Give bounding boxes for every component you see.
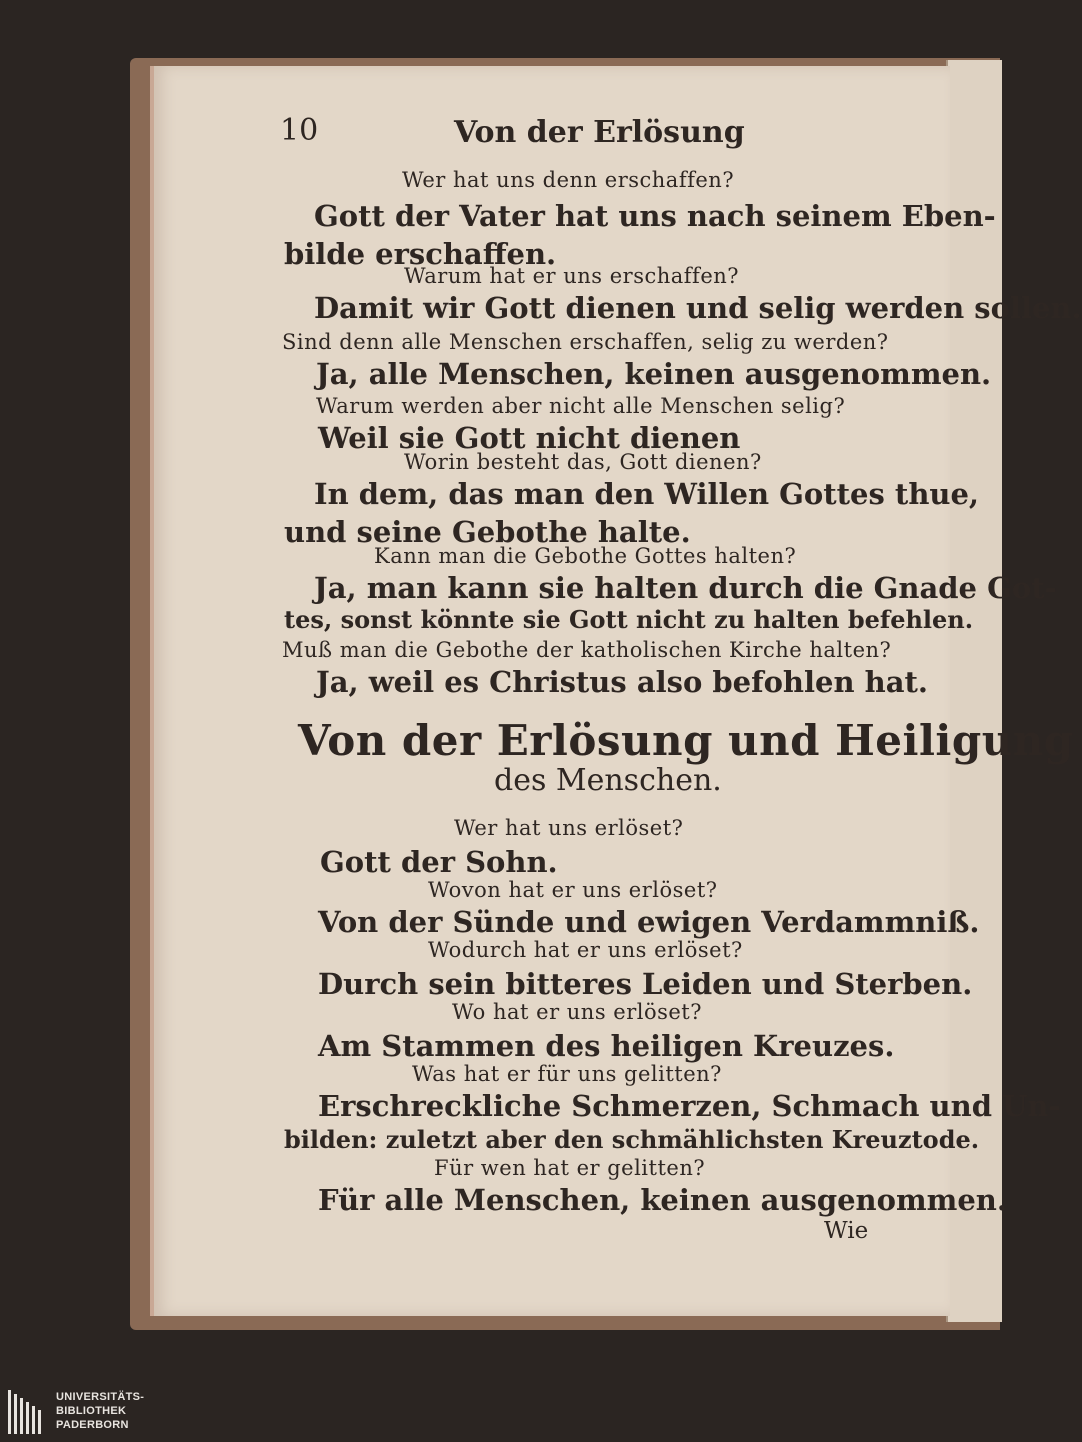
question-line: Wodurch hat er uns erlöset? xyxy=(428,938,743,962)
page-text xyxy=(154,66,1082,1316)
question-line: Wer hat uns denn erschaffen? xyxy=(402,168,735,192)
answer-line: bilde erschaffen. xyxy=(284,237,557,271)
question-line: Sind denn alle Menschen erschaffen, selig zu werden? xyxy=(282,330,889,354)
library-name-line3: PADERBORN xyxy=(56,1419,129,1431)
question-line: Warum werden aber nicht alle Menschen selig? xyxy=(316,394,846,418)
question-line: Worin besteht das, Gott dienen? xyxy=(404,450,762,474)
question-line: Warum hat er uns erschaffen? xyxy=(404,264,740,288)
library-name-line2: BIBLIOTHEK xyxy=(56,1405,127,1417)
library-name-line1: UNIVERSITÄTS- xyxy=(56,1391,145,1403)
answer-line: Am Stammen des heiligen Kreuzes. xyxy=(318,1029,895,1063)
question-line: Wer hat uns erlöset? xyxy=(454,816,684,840)
answer-line: Ja, alle Menschen, keinen ausgenommen. xyxy=(316,357,992,391)
question-line: Wovon hat er uns erlöset? xyxy=(428,878,718,902)
page-number: 10 xyxy=(280,113,319,148)
running-head: Von der Erlösung xyxy=(454,115,745,150)
answer-line: Erschreckliche Schmerzen, Schmach und Un- xyxy=(318,1089,1061,1123)
answer-line: tes, sonst könnte sie Gott nicht zu halten befehlen. xyxy=(284,605,974,634)
answer-line: und seine Gebothe halte. xyxy=(284,515,691,549)
question-line: Muß man die Gebothe der katholischen Kirche halten? xyxy=(282,638,892,662)
library-logo-icon xyxy=(8,1390,48,1434)
answer-line: Gott der Vater hat uns nach seinem Eben- xyxy=(314,199,996,233)
question-line: Für wen hat er gelitten? xyxy=(434,1156,706,1180)
answer-line: Für alle Menschen, keinen ausgenommen. xyxy=(318,1183,1007,1217)
section-heading: Von der Erlösung und Heiligung xyxy=(298,716,1074,765)
answer-line: Gott der Sohn. xyxy=(320,845,558,879)
question-line: Was hat er für uns gelitten? xyxy=(412,1062,722,1086)
answer-line: Von der Sünde und ewigen Verdammniß. xyxy=(318,905,980,939)
answer-line: In dem, das man den Willen Gottes thue, xyxy=(314,477,980,511)
book-page xyxy=(150,66,1082,1316)
answer-line: Ja, man kann sie halten durch die Gnade Got- xyxy=(314,571,1057,605)
catchword: Wie xyxy=(824,1218,869,1244)
answer-line: bilden: zuletzt aber den schmählichsten Kreuztode. xyxy=(284,1125,980,1154)
answer-line: Durch sein bitteres Leiden und Sterben. xyxy=(318,967,973,1001)
answer-line: Ja, weil es Christus also befohlen hat. xyxy=(316,665,929,699)
answer-line: Damit wir Gott dienen und selig werden sollen. xyxy=(314,291,1082,325)
question-line: Kann man die Gebothe Gottes halten? xyxy=(374,544,797,568)
section-heading-line2: des Menschen. xyxy=(494,763,722,798)
library-credit xyxy=(56,1390,144,1432)
question-line: Wo hat er uns erlöset? xyxy=(452,1000,703,1024)
answer-line: Weil sie Gott nicht dienen xyxy=(318,421,741,455)
